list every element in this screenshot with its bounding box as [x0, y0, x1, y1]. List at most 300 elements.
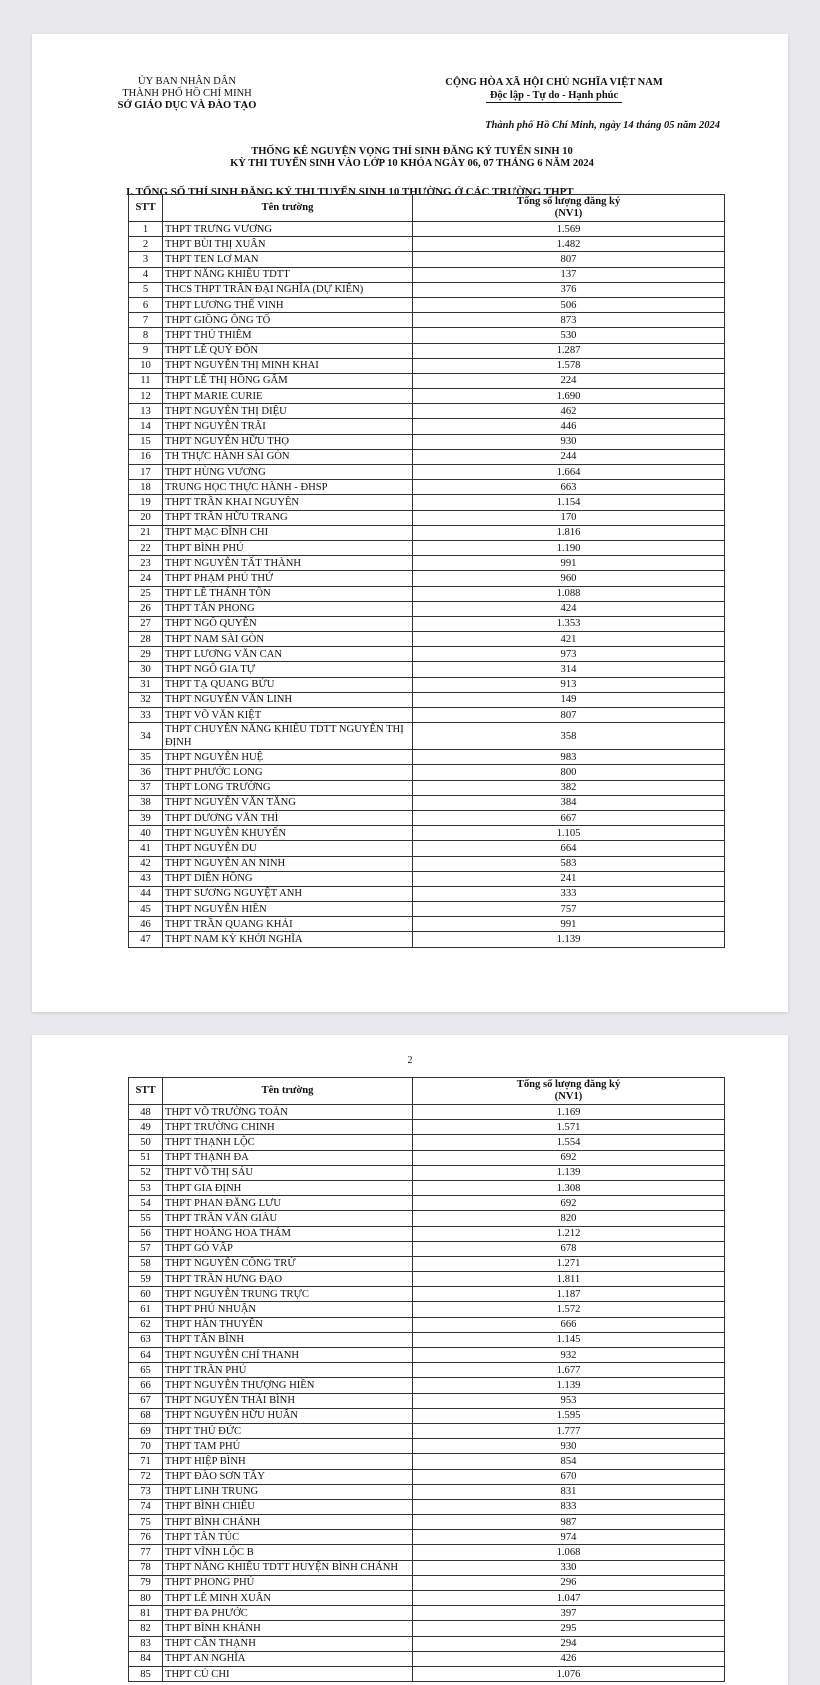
registration-count: 397	[413, 1606, 725, 1621]
school-stt: 72	[129, 1469, 163, 1484]
school-name: THPT GIỒNG ÔNG TỐ	[163, 313, 413, 328]
school-name: THPT MẠC ĐĨNH CHI	[163, 525, 413, 540]
registration-count: 1.595	[413, 1408, 725, 1423]
registration-count: 170	[413, 510, 725, 525]
school-name: THPT NGUYỄN HIỀN	[163, 902, 413, 917]
school-name: THPT TRẦN VĂN GIÀU	[163, 1211, 413, 1226]
school-name: THPT BÌNH CHIỂU	[163, 1499, 413, 1514]
table-row	[129, 810, 725, 825]
table-header-row	[129, 1078, 725, 1105]
table-row	[129, 1226, 725, 1241]
column-header-stt: STT	[129, 1078, 163, 1105]
school-name: THPT LƯƠNG VĂN CAN	[163, 647, 413, 662]
registration-count: 149	[413, 692, 725, 707]
school-stt: 52	[129, 1165, 163, 1180]
school-stt: 66	[129, 1378, 163, 1393]
table-row	[129, 282, 725, 297]
table-row	[129, 1606, 725, 1621]
national-header	[404, 76, 704, 103]
school-name: THPT VÕ THỊ SÁU	[163, 1165, 413, 1180]
table-row	[129, 1196, 725, 1211]
registration-count: 757	[413, 902, 725, 917]
school-stt: 27	[129, 616, 163, 631]
registration-count: 1.816	[413, 525, 725, 540]
registration-count: 983	[413, 750, 725, 765]
school-stt: 56	[129, 1226, 163, 1241]
registration-count: 333	[413, 886, 725, 901]
school-name: THPT NGUYỄN AN NINH	[163, 856, 413, 871]
table-row	[129, 404, 725, 419]
school-stt: 11	[129, 373, 163, 388]
school-name: THPT NGUYỄN KHUYẾN	[163, 826, 413, 841]
issuer-line-3: SỞ GIÁO DỤC VÀ ĐÀO TẠO	[117, 100, 257, 111]
school-name: THPT THỦ THIÊM	[163, 328, 413, 343]
registration-count: 241	[413, 871, 725, 886]
school-name: THPT NGUYỄN DU	[163, 841, 413, 856]
school-stt: 32	[129, 692, 163, 707]
registration-count: 244	[413, 449, 725, 464]
school-stt: 21	[129, 525, 163, 540]
school-stt: 29	[129, 647, 163, 662]
registration-count: 1.777	[413, 1423, 725, 1438]
table-row	[129, 1287, 725, 1302]
count-header-line-2: (NV1)	[554, 1091, 583, 1102]
registration-count: 666	[413, 1317, 725, 1332]
school-name: THPT THẠNH LỘC	[163, 1135, 413, 1150]
school-name: THPT THẠNH ĐA	[163, 1150, 413, 1165]
table-row	[129, 525, 725, 540]
school-stt: 1	[129, 222, 163, 237]
school-name: THPT HÙNG VƯƠNG	[163, 465, 413, 480]
school-name: THPT TRẦN PHÚ	[163, 1363, 413, 1378]
school-stt: 82	[129, 1621, 163, 1636]
school-stt: 70	[129, 1439, 163, 1454]
school-name: THPT MARIE CURIE	[163, 389, 413, 404]
document-date: Thành phố Hồ Chí Minh, ngày 14 tháng 05 năm 2024	[485, 120, 720, 131]
school-name: THPT VĨNH LỘC B	[163, 1545, 413, 1560]
table-row	[129, 1378, 725, 1393]
table-row	[129, 1332, 725, 1347]
registration-count: 424	[413, 601, 725, 616]
school-name: THPT NĂNG KHIẾU TDTT HUYỆN BÌNH CHÁNH	[163, 1560, 413, 1575]
registration-count: 295	[413, 1621, 725, 1636]
table-row	[129, 932, 725, 947]
school-stt: 31	[129, 677, 163, 692]
school-stt: 67	[129, 1393, 163, 1408]
registration-count: 831	[413, 1484, 725, 1499]
school-name: THPT NĂNG KHIẾU TDTT	[163, 267, 413, 282]
count-header-line-2: (NV1)	[554, 208, 583, 219]
table-row	[129, 434, 725, 449]
school-name: THPT TRẦN HỮU TRANG	[163, 510, 413, 525]
school-stt: 26	[129, 601, 163, 616]
school-stt: 78	[129, 1560, 163, 1575]
registration-count: 807	[413, 252, 725, 267]
school-stt: 5	[129, 282, 163, 297]
school-stt: 28	[129, 632, 163, 647]
school-stt: 3	[129, 252, 163, 267]
table-row	[129, 1515, 725, 1530]
school-name: TH THỰC HÀNH SÀI GÒN	[163, 449, 413, 464]
table-row	[129, 1454, 725, 1469]
school-name: THPT AN NGHĨA	[163, 1651, 413, 1666]
school-name: THPT NGUYỄN HỮU HUÂN	[163, 1408, 413, 1423]
table-row	[129, 917, 725, 932]
table-row	[129, 632, 725, 647]
school-stt: 36	[129, 765, 163, 780]
registration-count: 1.187	[413, 1287, 725, 1302]
table-row	[129, 1423, 725, 1438]
table-row	[129, 313, 725, 328]
table-row	[129, 1150, 725, 1165]
table-row	[129, 795, 725, 810]
column-header-name: Tên trường	[163, 1078, 413, 1105]
school-stt: 47	[129, 932, 163, 947]
school-name: THPT LÊ THỊ HỒNG GẤM	[163, 373, 413, 388]
school-stt: 19	[129, 495, 163, 510]
school-stt: 60	[129, 1287, 163, 1302]
registration-count: 358	[413, 723, 725, 750]
registration-count: 1.068	[413, 1545, 725, 1560]
registration-count: 1.811	[413, 1272, 725, 1287]
school-name: THPT SƯƠNG NGUYỆT ANH	[163, 886, 413, 901]
table-row	[129, 540, 725, 555]
school-name: THPT PHONG PHÚ	[163, 1575, 413, 1590]
school-name: THPT PHAN ĐĂNG LƯU	[163, 1196, 413, 1211]
registration-count: 382	[413, 780, 725, 795]
school-stt: 59	[129, 1272, 163, 1287]
table-row	[129, 723, 725, 750]
registration-count: 663	[413, 480, 725, 495]
school-stt: 54	[129, 1196, 163, 1211]
registration-count: 446	[413, 419, 725, 434]
school-stt: 18	[129, 480, 163, 495]
registration-count: 506	[413, 297, 725, 312]
school-stt: 55	[129, 1211, 163, 1226]
registration-count: 678	[413, 1241, 725, 1256]
registration-count: 873	[413, 313, 725, 328]
school-name: THPT TÂN TÚC	[163, 1530, 413, 1545]
school-name: THPT NGÔ GIA TỰ	[163, 662, 413, 677]
table-row	[129, 1591, 725, 1606]
school-stt: 81	[129, 1606, 163, 1621]
school-stt: 22	[129, 540, 163, 555]
school-stt: 76	[129, 1530, 163, 1545]
title-line-1: THỐNG KÊ NGUYỆN VỌNG THÍ SINH ĐĂNG KÝ TUYỂN SINH 10	[251, 146, 573, 157]
school-name: THPT THỦ ĐỨC	[163, 1423, 413, 1438]
school-name: THPT TRẦN KHAI NGUYÊN	[163, 495, 413, 510]
school-stt: 65	[129, 1363, 163, 1378]
school-name: THPT LÊ MINH XUÂN	[163, 1591, 413, 1606]
table-row	[129, 1211, 725, 1226]
table-row	[129, 495, 725, 510]
school-stt: 51	[129, 1150, 163, 1165]
table-row	[129, 1256, 725, 1271]
table-row	[129, 1393, 725, 1408]
table-row	[129, 856, 725, 871]
registration-count: 1.353	[413, 616, 725, 631]
school-stt: 8	[129, 328, 163, 343]
registration-count: 1.572	[413, 1302, 725, 1317]
registration-count: 960	[413, 571, 725, 586]
school-stt: 69	[129, 1423, 163, 1438]
school-stt: 48	[129, 1105, 163, 1120]
table-row	[129, 1666, 725, 1681]
registration-count: 1.554	[413, 1135, 725, 1150]
school-name: THPT TRẦN QUANG KHẢI	[163, 917, 413, 932]
count-header-line-1: Tổng số lượng đăng ký	[516, 1079, 621, 1090]
table-row	[129, 389, 725, 404]
school-stt: 41	[129, 841, 163, 856]
school-name: THPT TRẦN HƯNG ĐẠO	[163, 1272, 413, 1287]
registration-count: 953	[413, 1393, 725, 1408]
registration-table-page-2	[128, 1077, 725, 1682]
registration-count: 991	[413, 556, 725, 571]
national-title: CỘNG HÒA XÃ HỘI CHỦ NGHĨA VIỆT NAM	[445, 77, 663, 88]
school-stt: 62	[129, 1317, 163, 1332]
document-page-2	[32, 1035, 788, 1685]
school-stt: 45	[129, 902, 163, 917]
school-stt: 30	[129, 662, 163, 677]
school-stt: 6	[129, 297, 163, 312]
table-row	[129, 616, 725, 631]
registration-count: 1.308	[413, 1180, 725, 1195]
school-stt: 53	[129, 1180, 163, 1195]
table-row	[129, 902, 725, 917]
school-name: THPT NGUYỄN TRÃI	[163, 419, 413, 434]
table-row	[129, 1302, 725, 1317]
school-stt: 13	[129, 404, 163, 419]
registration-count: 1.169	[413, 1105, 725, 1120]
column-header-name: Tên trường	[163, 195, 413, 222]
school-stt: 43	[129, 871, 163, 886]
registration-count: 376	[413, 282, 725, 297]
table-row	[129, 662, 725, 677]
document-title	[162, 146, 662, 170]
registration-count: 294	[413, 1636, 725, 1651]
table-row	[129, 1363, 725, 1378]
registration-count: 137	[413, 267, 725, 282]
school-name: THPT LÊ QUÝ ĐÔN	[163, 343, 413, 358]
issuer-header	[102, 76, 272, 112]
table-row	[129, 677, 725, 692]
table-row	[129, 1560, 725, 1575]
registration-count: 932	[413, 1348, 725, 1363]
table-row	[129, 886, 725, 901]
school-stt: 2	[129, 237, 163, 252]
school-name: THPT TÂN BÌNH	[163, 1332, 413, 1347]
school-stt: 9	[129, 343, 163, 358]
table-row	[129, 1530, 725, 1545]
registration-count: 1.664	[413, 465, 725, 480]
school-stt: 63	[129, 1332, 163, 1347]
school-name: THPT VÕ TRƯỜNG TOẢN	[163, 1105, 413, 1120]
registration-count: 1.287	[413, 343, 725, 358]
table-row	[129, 692, 725, 707]
school-name: THPT HIỆP BÌNH	[163, 1454, 413, 1469]
table-row	[129, 237, 725, 252]
registration-count: 1.190	[413, 540, 725, 555]
school-stt: 25	[129, 586, 163, 601]
school-stt: 23	[129, 556, 163, 571]
school-name: THPT BÌNH CHÁNH	[163, 1515, 413, 1530]
table-row	[129, 708, 725, 723]
section-title: I. TỔNG SỐ THÍ SINH ĐĂNG KÝ THI TUYỂN SINH 10 THƯỜNG Ở CÁC TRƯỜNG THPT	[126, 186, 574, 198]
school-stt: 40	[129, 826, 163, 841]
table-row	[129, 1348, 725, 1363]
table-row	[129, 780, 725, 795]
table-row	[129, 1651, 725, 1666]
school-name: THPT CHUYÊN NĂNG KHIẾU TDTT NGUYỄN THỊ ĐỊNH	[163, 723, 413, 750]
school-stt: 68	[129, 1408, 163, 1423]
registration-table-page-1	[128, 194, 725, 948]
school-stt: 37	[129, 780, 163, 795]
registration-count: 1.212	[413, 1226, 725, 1241]
table-row	[129, 586, 725, 601]
registration-count: 1.076	[413, 1666, 725, 1681]
school-name: THPT GIA ĐỊNH	[163, 1180, 413, 1195]
registration-count: 991	[413, 917, 725, 932]
table-row	[129, 826, 725, 841]
registration-count: 692	[413, 1196, 725, 1211]
registration-count: 1.139	[413, 932, 725, 947]
school-name: THPT TEN LƠ MAN	[163, 252, 413, 267]
table-row	[129, 343, 725, 358]
school-name: THPT NAM KỲ KHỞI NGHĨA	[163, 932, 413, 947]
school-name: THPT VÕ VĂN KIỆT	[163, 708, 413, 723]
school-stt: 4	[129, 267, 163, 282]
school-name: THPT PHẠM PHÚ THỨ	[163, 571, 413, 586]
table-row	[129, 419, 725, 434]
school-stt: 83	[129, 1636, 163, 1651]
school-name: THPT HOÀNG HOA THÁM	[163, 1226, 413, 1241]
school-name: THPT NGUYỄN TRUNG TRỰC	[163, 1287, 413, 1302]
school-stt: 15	[129, 434, 163, 449]
registration-count: 224	[413, 373, 725, 388]
school-stt: 85	[129, 1666, 163, 1681]
document-page-1	[32, 34, 788, 1012]
school-name: THPT NGUYỄN THƯỢNG HIỀN	[163, 1378, 413, 1393]
table-row	[129, 1575, 725, 1590]
school-name: THPT NGUYỄN CÔNG TRỨ	[163, 1256, 413, 1271]
issuer-line-2: THÀNH PHỐ HỒ CHÍ MINH	[122, 88, 252, 99]
registration-count: 1.139	[413, 1378, 725, 1393]
school-name: THPT NGUYỄN THỊ DIỆU	[163, 404, 413, 419]
registration-count: 820	[413, 1211, 725, 1226]
table-row	[129, 1499, 725, 1514]
school-stt: 24	[129, 571, 163, 586]
school-name: THCS THPT TRẦN ĐẠI NGHĨA (DỰ KIẾN)	[163, 282, 413, 297]
table-row	[129, 841, 725, 856]
table-row	[129, 267, 725, 282]
school-stt: 10	[129, 358, 163, 373]
table-row	[129, 1469, 725, 1484]
registration-count: 974	[413, 1530, 725, 1545]
registration-count: 384	[413, 795, 725, 810]
table-row	[129, 571, 725, 586]
school-stt: 57	[129, 1241, 163, 1256]
school-stt: 77	[129, 1545, 163, 1560]
table-row	[129, 1636, 725, 1651]
registration-count: 913	[413, 677, 725, 692]
registration-count: 1.145	[413, 1332, 725, 1347]
school-name: THPT DIÊN HỒNG	[163, 871, 413, 886]
registration-count: 583	[413, 856, 725, 871]
table-row	[129, 480, 725, 495]
registration-count: 800	[413, 765, 725, 780]
school-stt: 42	[129, 856, 163, 871]
school-name: THPT BÙI THỊ XUÂN	[163, 237, 413, 252]
table-row	[129, 1135, 725, 1150]
table-row	[129, 601, 725, 616]
school-stt: 61	[129, 1302, 163, 1317]
school-stt: 49	[129, 1120, 163, 1135]
registration-count: 930	[413, 434, 725, 449]
school-stt: 34	[129, 723, 163, 750]
registration-count: 530	[413, 328, 725, 343]
registration-count: 1.047	[413, 1591, 725, 1606]
registration-count: 807	[413, 708, 725, 723]
school-name: THPT TRƯNG VƯƠNG	[163, 222, 413, 237]
school-stt: 35	[129, 750, 163, 765]
registration-count: 1.677	[413, 1363, 725, 1378]
school-name: THPT LINH TRUNG	[163, 1484, 413, 1499]
school-stt: 71	[129, 1454, 163, 1469]
school-stt: 33	[129, 708, 163, 723]
school-stt: 74	[129, 1499, 163, 1514]
school-name: THPT LONG TRƯỜNG	[163, 780, 413, 795]
school-name: THPT PHƯỚC LONG	[163, 765, 413, 780]
registration-count: 296	[413, 1575, 725, 1590]
national-motto: Độc lập - Tự do - Hạnh phúc	[486, 89, 622, 103]
school-name: THPT NGÔ QUYỀN	[163, 616, 413, 631]
registration-count: 421	[413, 632, 725, 647]
registration-count: 987	[413, 1515, 725, 1530]
table-row	[129, 222, 725, 237]
school-name: THPT NAM SÀI GÒN	[163, 632, 413, 647]
school-name: THPT HÀN THUYÊN	[163, 1317, 413, 1332]
table-row	[129, 556, 725, 571]
school-name: THPT ĐA PHƯỚC	[163, 1606, 413, 1621]
table-row	[129, 328, 725, 343]
school-name: THPT CỦ CHI	[163, 1666, 413, 1681]
registration-count: 1.088	[413, 586, 725, 601]
school-stt: 12	[129, 389, 163, 404]
school-name: THPT BÌNH KHÁNH	[163, 1621, 413, 1636]
registration-count: 1.271	[413, 1256, 725, 1271]
school-name: THPT NGUYỄN CHÍ THANH	[163, 1348, 413, 1363]
registration-count: 670	[413, 1469, 725, 1484]
school-stt: 17	[129, 465, 163, 480]
school-name: THPT DƯƠNG VĂN THÌ	[163, 810, 413, 825]
table-row	[129, 465, 725, 480]
school-name: THPT NGUYỄN HỮU THỌ	[163, 434, 413, 449]
registration-count: 833	[413, 1499, 725, 1514]
registration-count: 330	[413, 1560, 725, 1575]
table-row	[129, 373, 725, 388]
table-row	[129, 647, 725, 662]
table-row	[129, 1621, 725, 1636]
table-row	[129, 750, 725, 765]
school-name: THPT LƯƠNG THẾ VINH	[163, 297, 413, 312]
registration-count: 1.482	[413, 237, 725, 252]
registration-count: 1.105	[413, 826, 725, 841]
school-stt: 80	[129, 1591, 163, 1606]
table-row	[129, 871, 725, 886]
school-name: THPT GÒ VẤP	[163, 1241, 413, 1256]
column-header-count	[413, 195, 725, 222]
page-number: 2	[407, 1055, 413, 1066]
